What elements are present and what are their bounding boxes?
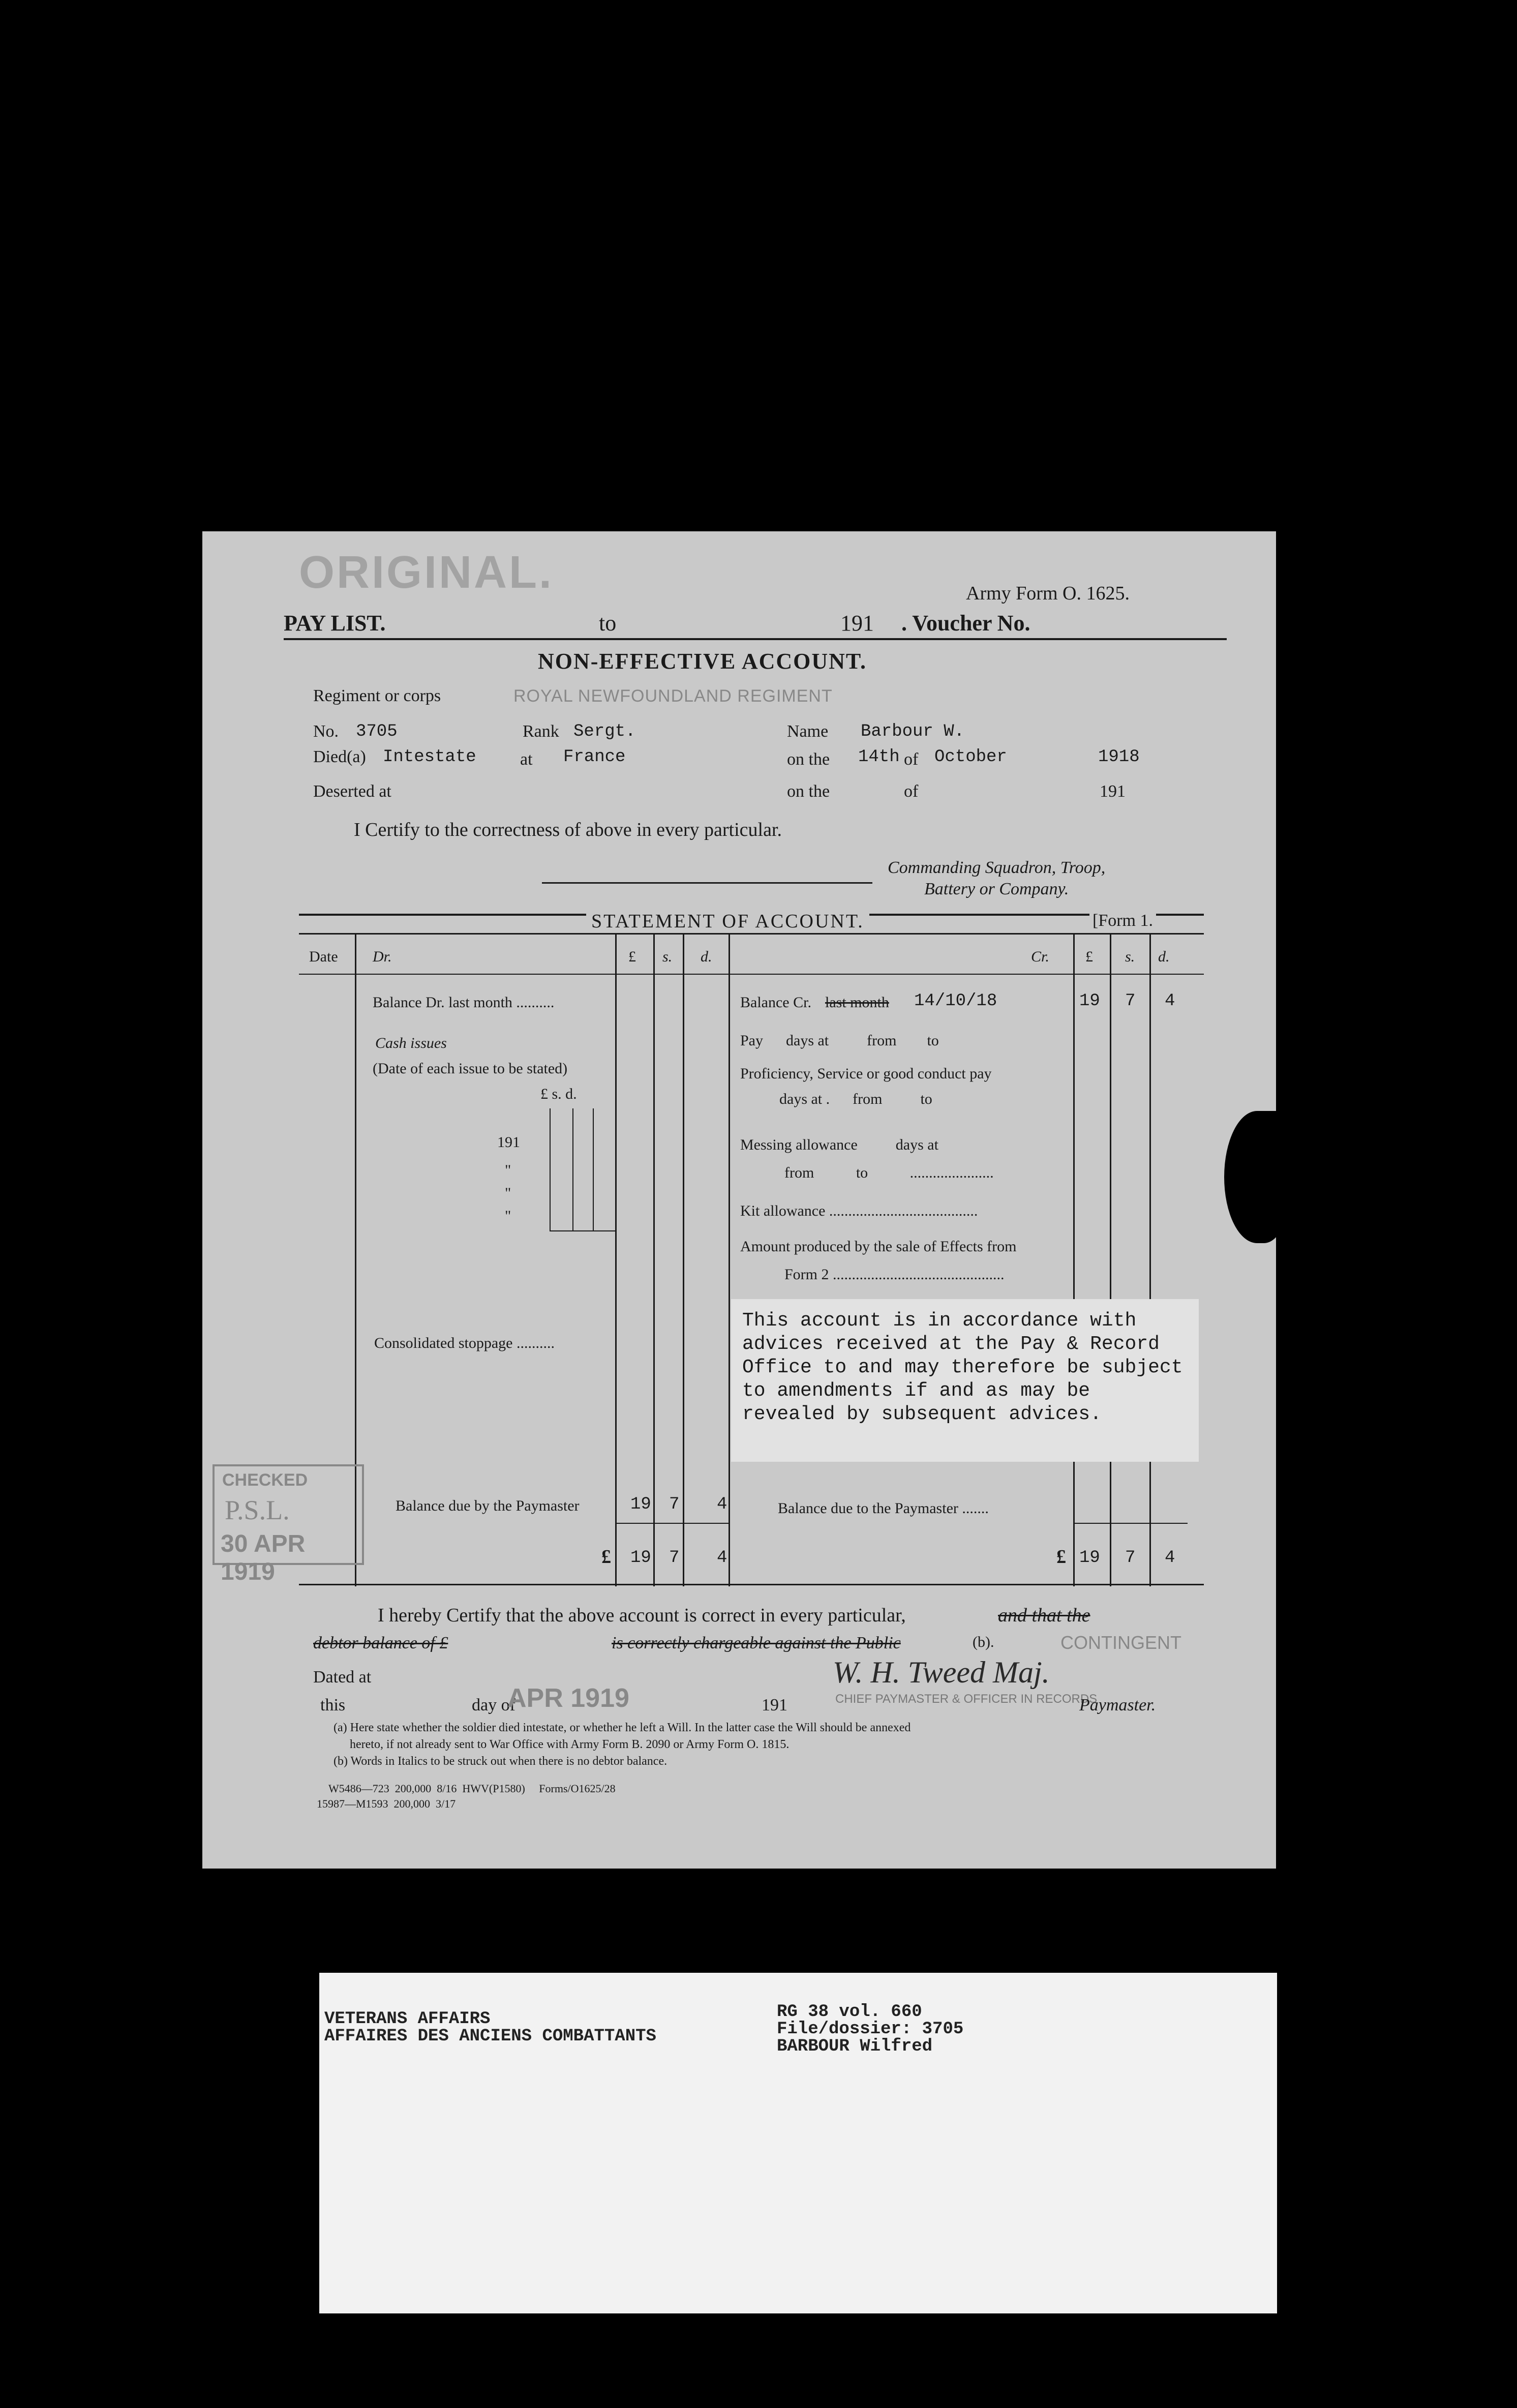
checked-initials: P.S.L. [225, 1495, 290, 1525]
dated-at-label: Dated at [313, 1668, 372, 1687]
form2-line: Form 2 ............................................. [784, 1266, 1005, 1283]
cash-col [572, 1108, 573, 1230]
header-cr: Cr. [1031, 948, 1049, 965]
this-label: this [320, 1696, 346, 1714]
at-label: at [520, 750, 533, 769]
certify-text: I Certify to the correctness of above in every particular. [354, 819, 782, 840]
balance-cr-label: Balance Cr. [740, 994, 811, 1011]
struck-text-1: and that the [998, 1605, 1090, 1626]
due-by-shillings: 7 [669, 1495, 680, 1514]
proficiency-days: days at . from to [779, 1091, 932, 1107]
total-left-shillings: 7 [669, 1548, 680, 1568]
header-pound: £ [628, 948, 636, 965]
balance-dr-label: Balance Dr. last month .......... [373, 994, 555, 1011]
pay-list-to: to [599, 611, 617, 636]
pay-list-year: 191 [840, 611, 874, 636]
deserted-label: Deserted at [313, 782, 391, 801]
cash-ditto: " [505, 1162, 511, 1179]
col-line [1110, 933, 1111, 1586]
died-label: Died(a) [313, 747, 366, 766]
header-d-cr: d. [1158, 948, 1170, 965]
footer-year: 191 [762, 1696, 787, 1714]
cr-shillings: 7 [1125, 991, 1136, 1011]
header-s: s. [662, 948, 673, 965]
form-title: NON-EFFECTIVE ACCOUNT. [538, 649, 867, 674]
col-line [729, 933, 730, 1586]
ink-blot [1224, 1111, 1290, 1243]
rule [299, 974, 1204, 975]
footnote-a: (a) Here state whether the soldier died intestate, or whether he left a Will. In the latter case the Will should be annexed [333, 1721, 911, 1734]
rule [284, 638, 1227, 640]
balance-due-to-label: Balance due to the Paymaster ....... [778, 1500, 989, 1517]
at-value: France [563, 747, 626, 767]
day-value: 14th [858, 747, 900, 767]
label-file: File/dossier: 3705 [777, 2020, 964, 2039]
footnote-b: (b) Words in Italics to be struck out when there is no debtor balance. [333, 1755, 668, 1768]
month-value: October [934, 747, 1007, 767]
footnote-a2: hereto, if not already sent to War Office with Army Form B. 2090 or Army Form O. 1815. [350, 1738, 790, 1751]
col-line [1149, 933, 1151, 1586]
no-value: 3705 [356, 722, 398, 741]
hereby-certify: I hereby Certify that the above account is correct in every particular, [378, 1605, 906, 1626]
on-the-label: on the [787, 750, 830, 769]
total-right-pounds: 19 [1079, 1548, 1100, 1568]
rule [299, 933, 1204, 935]
advice-note: This account is in accordance with advices received at the Pay & Record Office to and may therefore be subject to amendments if and as may be revealed by subsequent advices. [731, 1299, 1199, 1462]
rule [299, 1584, 1204, 1585]
col-line [683, 933, 684, 1586]
commanding-label: Commanding Squadron, Troop, [888, 858, 1106, 877]
rank-label: Rank [523, 722, 559, 741]
struck-text-3: is correctly chargeable against the Public [612, 1634, 901, 1652]
checked-date: 30 APR 1919 [221, 1530, 306, 1585]
battery-label: Battery or Company. [924, 880, 1069, 898]
rule [1073, 1523, 1188, 1524]
voucher-no-label: . Voucher No. [901, 611, 1030, 636]
of-label: of [904, 750, 919, 769]
cash-year: 191 [497, 1134, 520, 1151]
cash-rule [550, 1230, 616, 1231]
header-s-cr: s. [1125, 948, 1135, 965]
paymaster-label: Paymaster. [1079, 1696, 1156, 1714]
due-by-pounds: 19 [630, 1495, 651, 1514]
struck-text-2: debtor balance of £ [313, 1634, 448, 1652]
cr-pence: 4 [1165, 991, 1175, 1011]
no-label: No. [313, 722, 339, 741]
died-value: Intestate [383, 747, 476, 767]
proficiency-line: Proficiency, Service or good conduct pay [740, 1065, 992, 1082]
print-line-1: W5486—723 200,000 8/16 HWV(P1580) Forms/O1625/28 [328, 1782, 616, 1795]
b-mark: (b). [973, 1634, 994, 1650]
cash-ditto: " [505, 1185, 511, 1201]
year-value: 1918 [1098, 747, 1140, 767]
col-line [653, 933, 655, 1586]
header-pound-cr: £ [1085, 948, 1093, 965]
regiment-label: Regiment or corps [313, 686, 441, 705]
label-name: BARBOUR Wilfred [777, 2037, 933, 2056]
total-right-shillings: 7 [1125, 1548, 1136, 1568]
cr-pounds: 19 [1079, 991, 1100, 1011]
label-rg: RG 38 vol. 660 [777, 2002, 922, 2022]
archive-label [319, 1973, 1277, 2313]
total-pound-sign-cr: £ [1056, 1546, 1066, 1568]
day-of-label: day of [472, 1696, 515, 1714]
form1-label: [Form 1. [1089, 911, 1156, 930]
cash-ditto: " [505, 1208, 511, 1224]
document-sheet [202, 531, 1276, 1869]
pay-list-label: PAY LIST. [284, 611, 386, 636]
last-month-struck: last month [825, 994, 889, 1011]
col-line [1073, 933, 1075, 1586]
deserted-on-the: on the [787, 782, 830, 801]
name-label: Name [787, 722, 829, 741]
consolidated-label: Consolidated stoppage .......... [374, 1335, 555, 1351]
due-by-pence: 4 [717, 1495, 727, 1514]
amount-line: Amount produced by the sale of Effects from [740, 1238, 1017, 1255]
army-form-number: Army Form O. 1625. [966, 583, 1130, 604]
total-right-pence: 4 [1165, 1548, 1175, 1568]
balance-cr-date: 14/10/18 [914, 991, 997, 1011]
label-line-1: VETERANS AFFAIRS [324, 2009, 491, 2029]
date-stamp: APR 1919 [507, 1683, 629, 1713]
contingent-stamp: CONTINGENT [1060, 1632, 1181, 1653]
pay-line: Pay days at from to [740, 1032, 939, 1049]
cash-col [550, 1108, 551, 1230]
regiment-value: ROYAL NEWFOUNDLAND REGIMENT [513, 686, 833, 706]
col-line [615, 933, 617, 1586]
header-dr: Dr. [373, 948, 392, 965]
kit-line: Kit allowance ....................................... [740, 1202, 978, 1219]
rank-value: Sergt. [573, 722, 636, 741]
cash-issues-label: Cash issues [375, 1035, 447, 1051]
checked-stamp [213, 1464, 364, 1585]
deserted-of: of [904, 782, 919, 801]
lsd-label: £ s. d. [540, 1086, 577, 1102]
name-value: Barbour W. [861, 722, 965, 741]
header-d: d. [701, 948, 712, 965]
signature-line [542, 882, 872, 884]
label-line-2: AFFAIRES DES ANCIENS COMBATTANTS [324, 2027, 656, 2046]
checked-label: CHECKED [222, 1470, 308, 1490]
signature: W. H. Tweed Maj. [833, 1656, 1050, 1689]
cash-col [593, 1108, 594, 1230]
date-each-label: (Date of each issue to be stated) [373, 1060, 568, 1077]
header-date: Date [309, 948, 338, 965]
total-pound-sign: £ [601, 1546, 611, 1568]
deserted-year: 191 [1100, 782, 1126, 801]
messing-from: from to ...................... [784, 1164, 994, 1181]
messing-line: Messing allowance days at [740, 1136, 938, 1153]
print-line-2: 15987—M1593 200,000 3/17 [317, 1797, 456, 1810]
total-left-pounds: 19 [630, 1548, 651, 1568]
original-stamp: ORIGINAL. [299, 547, 554, 598]
rule [615, 1523, 730, 1524]
balance-due-by-label: Balance due by the Paymaster [396, 1497, 580, 1514]
statement-title: STATEMENT OF ACCOUNT. [586, 910, 869, 932]
chief-paymaster-stamp: CHIEF PAYMASTER & OFFICER IN RECORDS [835, 1692, 1098, 1706]
total-left-pence: 4 [717, 1548, 727, 1568]
